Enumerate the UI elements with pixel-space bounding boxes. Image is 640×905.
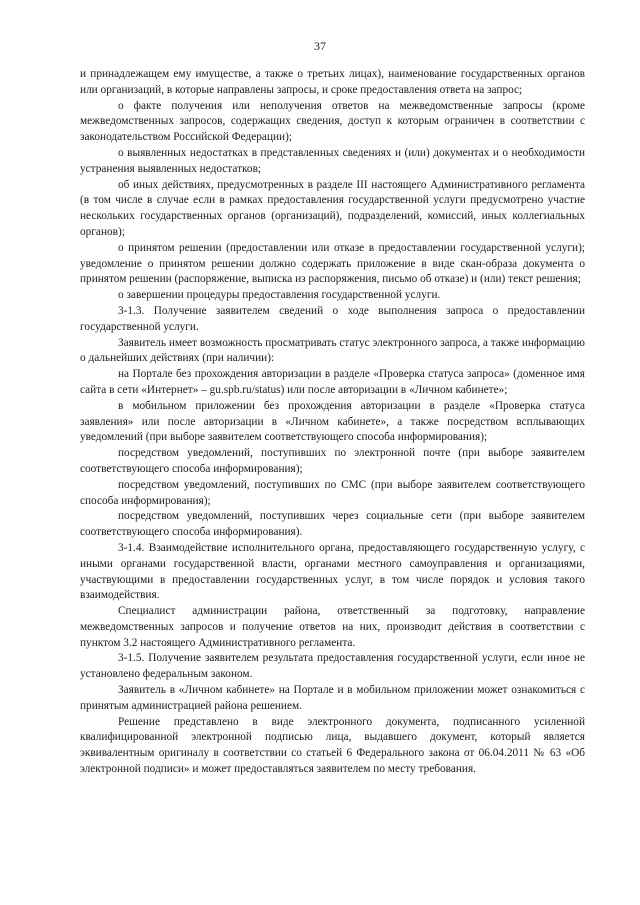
paragraph: о принятом решении (предоставлении или отказе в предоставлении государственной услуги); уведомление о принятом решении должно содержать приложение в виде скан-образа документа о принятом решении (распоряжение, выписка из распоряжения, письмо об отказе) и (или) текст решения;: [80, 241, 585, 286]
paragraph: посредством уведомлений, поступивших по электронной почте (при выборе заявителем соответствующего способа информирования);: [80, 447, 585, 475]
paragraph: на Портале без прохождения авторизации в разделе «Проверка статуса запроса» (доменное имя сайта в сети «Интернет» – gu.spb.ru/status) или после авторизации в «Личном кабинете»;: [80, 368, 585, 396]
paragraph: Специалист администрации района, ответственный за подготовку, направление межведомственных запросов и получение ответов на них, производит действия в соответствии с пунктом 3.2 настоящего Административного регламента.: [80, 605, 585, 649]
paragraph: о выявленных недостатках в представленных сведениях и (или) документах и о необходимости устранения выявленных недостатков;: [80, 146, 585, 175]
paragraph: об иных действиях, предусмотренных в разделе III настоящего Административного регламента (в том числе в случае если в рамках предоставления государственной услуги предусмотрено участие нескольких государственных органов (организаций), подразделений, комиссий, иных коллегиальных органов);: [80, 178, 585, 238]
paragraph: Заявитель имеет возможность просматривать статус электронного запроса, а также информацию о дальнейших действиях (при наличии):: [80, 336, 585, 365]
paragraph: о факте получения или неполучения ответов на межведомственные запросы (кроме межведомственных запросов, содержащих сведения, доступ к которым ограничен в соответствии с законодательством Российской Федерации);: [80, 99, 585, 144]
document-body: [80, 67, 585, 778]
paragraph: 3-1.4. Взаимодействие исполнительного органа, предоставляющего государственную услугу, с иными органами государственной власти, органами местного самоуправления и организациями, участвующими в предоставлении государственных услуг, в том числе порядок и условия такого взаимодействия.: [80, 541, 585, 602]
paragraph: посредством уведомлений, поступивших через социальные сети (при выборе заявителем соответствующего способа информирования).: [80, 510, 585, 539]
paragraph: 3-1.5. Получение заявителем результата предоставления государственной услуги, если иное не установлено федеральным законом.: [80, 652, 585, 681]
paragraph: о завершении процедуры предоставления государственной услуги.: [118, 289, 441, 302]
paragraph: посредством уведомлений, поступивших по СМС (при выборе заявителем соответствующего способа информирования);: [80, 478, 585, 507]
paragraph: 3-1.3. Получение заявителем сведений о ходе выполнения запроса о предоставлении государственной услуги.: [80, 304, 585, 333]
paragraph: Решение представлено в виде электронного документа, подписанного усиленной квалифицированной электронной подписью лица, выдавшего документ, который является эквивалентным оригиналу в соответствии со статьей 6 Федерального закона от 06.04.2011 № 63 «Об электронной подписи» и может предоставляться заявителем по месту требования.: [80, 715, 585, 776]
paragraph: в мобильном приложении без прохождения авторизации в разделе «Проверка статуса заявления» или после авторизации в «Личном кабинете», а также посредством всплывающих уведомлений (при выборе заявителем соответствующего способа информирования);: [80, 399, 585, 444]
page-number: 37: [314, 39, 326, 53]
paragraph: Заявитель в «Личном кабинете» на Портале и в мобильном приложении может ознакомиться с принятым администрацией района решением.: [80, 684, 585, 712]
paragraph: и принадлежащем ему имуществе, а также о третьих лицах), наименование государственных органов или организаций, в которые направлены запросы, и сроке предоставления ответа на запрос;: [80, 68, 585, 96]
